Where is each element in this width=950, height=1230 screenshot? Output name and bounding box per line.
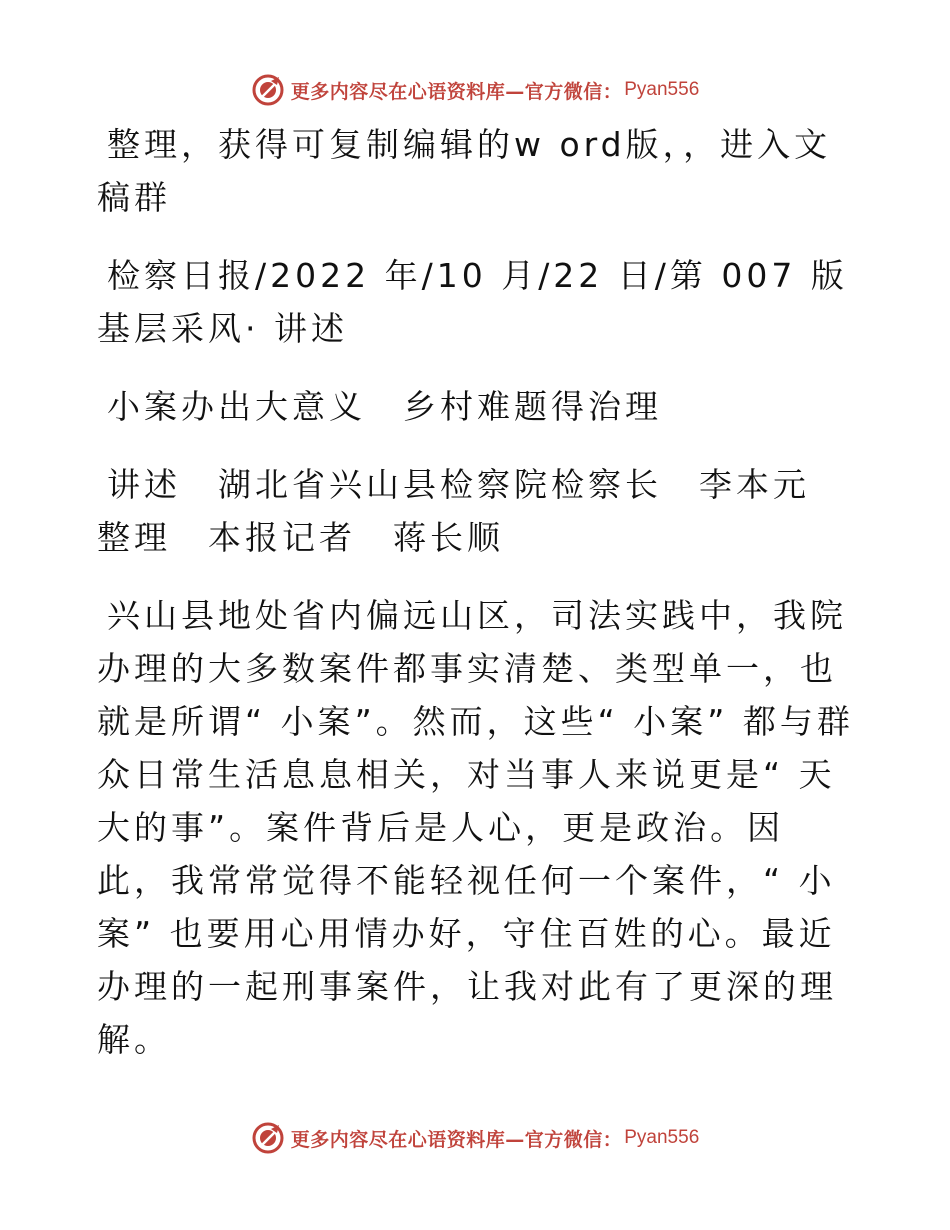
document-body bbox=[97, 118, 857, 1091]
intro-note: 整理，获得可复制编辑的w ord版，，进入文稿群 bbox=[97, 125, 832, 217]
header-banner-text: 更多内容尽在心语资料库—官方微信： bbox=[290, 80, 623, 103]
header-banner bbox=[0, 70, 950, 110]
source-line: 检察日报/2022 年/10 月/22 日/第 007 版基层采风· 讲述 bbox=[97, 256, 848, 348]
footer-banner-handle: Pyan556 bbox=[624, 1127, 700, 1148]
body-paragraph: 兴山县地处省内偏远山区，司法实践中，我院办理的大多数案件都事实清楚、类型单一，也就是所谓“ 小案”。然而，这些“ 小案” 都与群众日常生活息息相关，对当事人来说更是“ 天大的事”。案件背后是人心，更是政治。因此，我常常觉得不能轻视任何一个案件，“ 小案” 也要用心用情办好，守住百姓的心。最近办理的一起刑事案件，让我对此有了更深的理解。 bbox=[97, 596, 854, 1059]
article-title: 小案办出大意义 乡村难题得治理 bbox=[107, 387, 662, 426]
footer-banner bbox=[0, 1118, 950, 1158]
seal-logo-icon bbox=[251, 73, 285, 107]
seal-logo-icon bbox=[251, 1121, 285, 1155]
header-banner-handle: Pyan556 bbox=[624, 79, 700, 100]
byline: 讲述 湖北省兴山县检察院检察长 李本元 整理 本报记者 蒋长顺 bbox=[97, 465, 847, 557]
footer-banner-text: 更多内容尽在心语资料库—官方微信： bbox=[290, 1128, 623, 1151]
